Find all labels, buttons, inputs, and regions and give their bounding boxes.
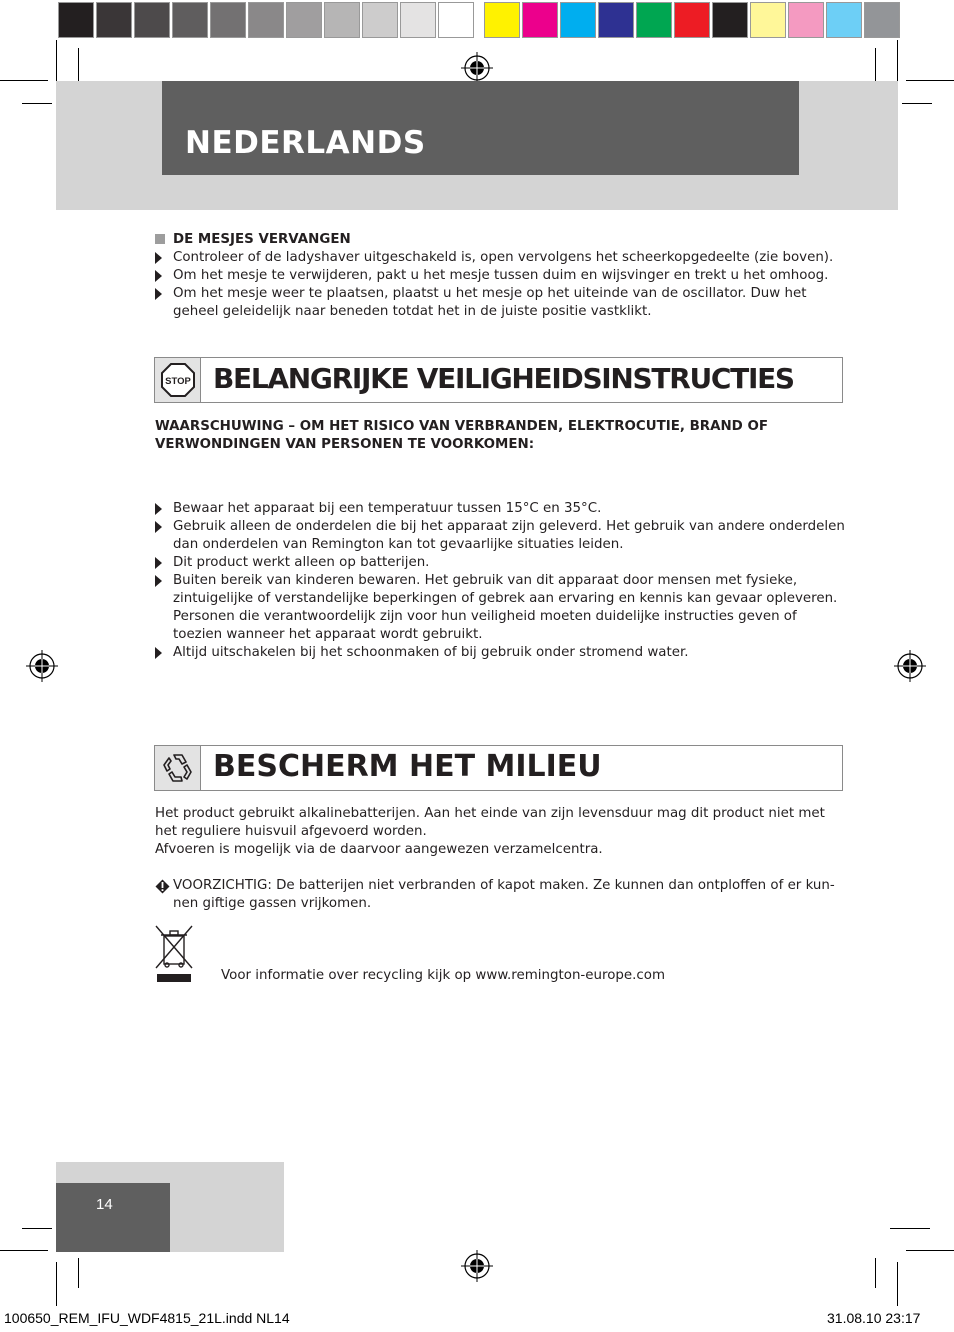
arrow-bullet-icon bbox=[155, 647, 162, 659]
list-item bbox=[155, 267, 845, 285]
list-item-text: Controleer of de ladyshaver uitgeschakeld is, open vervolgens het scheerkopgedeelte (zie boven). bbox=[173, 250, 834, 265]
list-item-text: Om het mesje weer te plaatsen, plaatst u het mesje op het uiteinde van de oscillator. Duw het geheel geleidelijk naar beneden totdat het in de juiste positie vastklikt. bbox=[173, 286, 807, 319]
arrow-bullet-icon bbox=[155, 575, 162, 587]
crop-mark bbox=[22, 103, 52, 104]
registration-mark-icon bbox=[894, 650, 926, 682]
list-item bbox=[155, 249, 845, 267]
list-item-text: Altijd uitschakelen bij het schoonmaken of bij gebruik onder stromend water. bbox=[173, 645, 689, 660]
environment-paragraph: Het product gebruikt alkalinebatterijen. Aan het einde van zijn levensduur mag dit product niet met het reguliere huisvuil afgevoerd worden. bbox=[155, 806, 825, 839]
svg-text:STOP: STOP bbox=[164, 376, 191, 387]
recycle-icon-cell bbox=[155, 746, 201, 790]
list-item bbox=[155, 285, 845, 321]
recycling-info: Voor informatie over recycling kijk op www.remington-europe.com bbox=[221, 968, 665, 983]
color-swatch bbox=[560, 2, 596, 38]
environment-heading-box bbox=[154, 745, 843, 791]
color-swatch bbox=[134, 2, 170, 38]
color-swatch bbox=[826, 2, 862, 38]
crop-mark bbox=[906, 80, 954, 81]
color-swatch bbox=[362, 2, 398, 38]
registration-mark-icon bbox=[461, 52, 493, 84]
color-swatch bbox=[788, 2, 824, 38]
blades-heading: DE MESJES VERVANGEN bbox=[173, 232, 351, 247]
registration-mark-icon bbox=[26, 650, 58, 682]
list-item bbox=[155, 572, 845, 644]
crop-mark bbox=[0, 1250, 48, 1251]
crop-mark bbox=[22, 1228, 52, 1229]
color-swatch bbox=[674, 2, 710, 38]
process-color-bar bbox=[483, 0, 901, 40]
color-swatch bbox=[210, 2, 246, 38]
safety-title: BELANGRIJKE VEILIGHEIDSINSTRUCTIES bbox=[213, 362, 794, 395]
list-item-text: Gebruik alleen de onderdelen die bij het apparaat zijn geleverd. Het gebruik van andere onderdelen dan onderdelen van Remington kan tot gevaarlijke situaties leiden. bbox=[173, 519, 845, 552]
crossed-bin-icon bbox=[152, 924, 196, 984]
list-item-text: Dit product werkt alleen op batterijen. bbox=[173, 555, 430, 570]
square-bullet-icon bbox=[155, 234, 165, 244]
date-slug: 31.08.10 23:17 bbox=[827, 1310, 921, 1326]
list-item-text: Buiten bereik van kinderen bewaren. Het gebruik van dit apparaat door mensen met fysieke, zintuigelijke of verstandelijke beperkingen of gebrek aan ervaring en kennis kan gevaar opleveren. Personen die verantwoordelijk zijn voor hun veiligheid moeten duidelijke instructies geven of toezien wanneer het apparaat wordt gebruikt. bbox=[173, 573, 838, 642]
arrow-bullet-icon bbox=[155, 557, 162, 569]
environment-title: BESCHERM HET MILIEU bbox=[213, 749, 602, 784]
color-swatch bbox=[248, 2, 284, 38]
list-item-text: Om het mesje te verwijderen, pakt u het mesje tussen duim en wijsvinger en trekt u het omhoog. bbox=[173, 268, 829, 283]
color-swatch bbox=[598, 2, 634, 38]
arrow-bullet-icon bbox=[155, 521, 162, 533]
safety-heading-box bbox=[154, 357, 843, 403]
color-swatch bbox=[484, 2, 520, 38]
color-swatch bbox=[636, 2, 672, 38]
color-swatch bbox=[286, 2, 322, 38]
color-swatch bbox=[58, 2, 94, 38]
page-number-box bbox=[56, 1183, 170, 1252]
color-swatch bbox=[750, 2, 786, 38]
list-item-text: Bewaar het apparaat bij een temperatuur tussen 15°C en 35°C. bbox=[173, 501, 602, 516]
registration-mark-icon bbox=[461, 1250, 493, 1282]
arrow-bullet-icon bbox=[155, 288, 162, 300]
list-item bbox=[155, 644, 845, 662]
environment-paragraph: Afvoeren is mogelijk via de daarvoor aangewezen verzamelcentra. bbox=[155, 842, 603, 857]
list-item bbox=[155, 500, 845, 518]
list-item bbox=[155, 554, 845, 572]
grayscale-bar bbox=[57, 0, 475, 40]
color-swatch bbox=[712, 2, 748, 38]
crop-mark bbox=[875, 1258, 876, 1288]
arrow-bullet-icon bbox=[155, 503, 162, 515]
crop-mark bbox=[906, 1250, 954, 1251]
crop-mark bbox=[78, 1258, 79, 1288]
blades-section bbox=[155, 230, 845, 248]
page-number: 14 bbox=[96, 1196, 113, 1213]
stop-sign-icon bbox=[161, 363, 195, 397]
file-slug: 100650_REM_IFU_WDF4815_21L.indd NL14 bbox=[4, 1310, 290, 1326]
color-swatch bbox=[864, 2, 900, 38]
color-swatch bbox=[324, 2, 360, 38]
caution-diamond-icon bbox=[155, 879, 170, 894]
crop-mark bbox=[0, 80, 48, 81]
page-language-title: NEDERLANDS bbox=[185, 125, 426, 161]
color-swatch bbox=[522, 2, 558, 38]
color-swatch bbox=[96, 2, 132, 38]
color-swatch bbox=[438, 2, 474, 38]
list-item bbox=[155, 518, 845, 554]
color-swatch bbox=[400, 2, 436, 38]
arrow-bullet-icon bbox=[155, 270, 162, 282]
crop-mark bbox=[56, 1262, 57, 1306]
recycle-icon bbox=[160, 750, 196, 786]
caution-text: VOORZICHTIG: De batterijen niet verbranden of kapot maken. Ze kunnen dan ontploffen of er kun-nen giftige gassen vrijkomen. bbox=[173, 878, 835, 911]
stop-icon-cell bbox=[155, 358, 201, 402]
crop-mark bbox=[897, 1262, 898, 1306]
safety-warning: WAARSCHUWING – OM HET RISICO VAN VERBRANDEN, ELEKTROCUTIE, BRAND OF VERWONDINGEN VAN PERSONEN TE VOORKOMEN: bbox=[155, 419, 768, 452]
arrow-bullet-icon bbox=[155, 252, 162, 264]
caution-note bbox=[155, 877, 845, 913]
crop-mark bbox=[902, 103, 932, 104]
color-swatch bbox=[172, 2, 208, 38]
crop-mark bbox=[890, 1228, 930, 1229]
